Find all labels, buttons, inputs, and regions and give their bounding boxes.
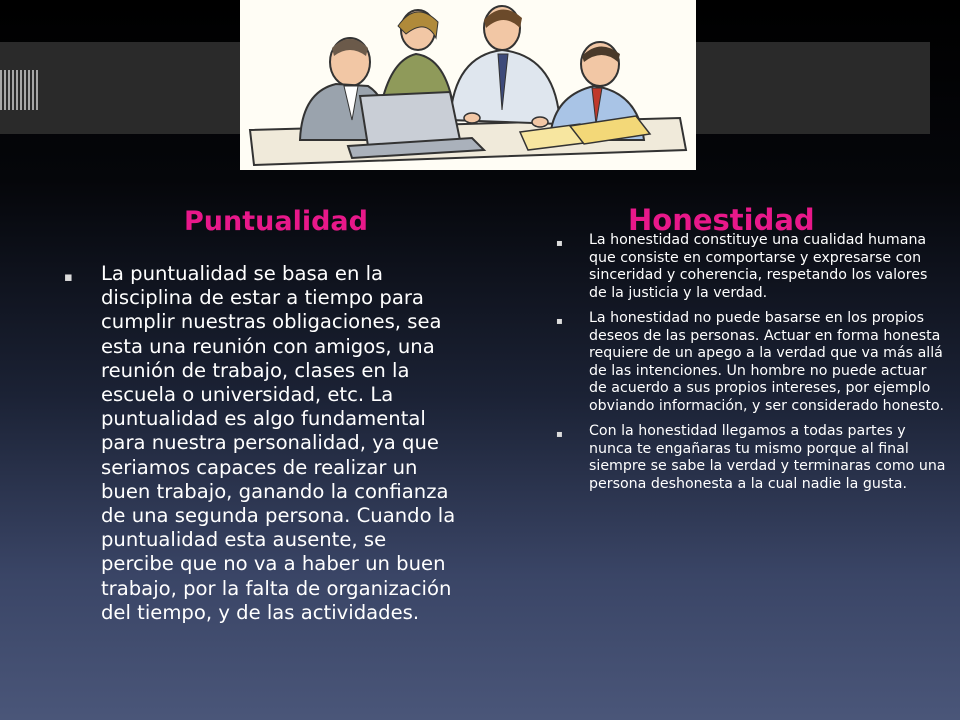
square-bullet-icon: ▪ — [556, 429, 563, 440]
puntualidad-heading: Puntualidad — [184, 206, 368, 237]
puntualidad-paragraph: La puntualidad se basa en la disciplina de estar a tiempo para cumplir nuestras obligaciones, sea esta una reunión con amigos, una reunión de trabajo, clases en la escuela o universidad, etc. La puntualidad es algo fundamental para nuestra personalidad, ya que seriamos capaces de realizar un buen trabajo, ganando la confianza de una segunda persona. Cuando la puntualidad esta ausente, se percibe que no va a haber un buen trabajo, por la falta de organización del tiempo, y de las actividades. — [101, 262, 456, 624]
honestidad-paragraph-3: Con la honestidad llegamos a todas partes y nunca te engañaras tu mismo porque al final siempre se sabe la verdad y terminaras como una persona deshonesta a la cual nadie la gusta. — [589, 423, 946, 492]
puntualidad-list — [64, 262, 464, 625]
list-item — [64, 262, 464, 625]
honestidad-paragraph-2: La honestidad no puede basarse en los propios deseos de las personas. Actuar en forma honesta requiere de un apego a la verdad que va más allá de las intenciones. Un hombre no puede actuar de acuerdo a sus propios intereses, por ejemplo obviando información, y ser considerado honesto. — [589, 310, 944, 414]
honestidad-list — [556, 232, 946, 501]
list-item — [556, 423, 946, 493]
list-item — [556, 232, 946, 302]
band-texture-mark — [0, 70, 38, 110]
list-item — [556, 310, 946, 415]
square-bullet-icon: ▪ — [556, 316, 563, 327]
square-bullet-icon: ▪ — [556, 238, 563, 249]
honestidad-heading: Honestidad — [628, 203, 815, 237]
honestidad-paragraph-1: La honestidad constituye una cualidad humana que consiste en comportarse y expresarse con sinceridad y coherencia, respetando los valores de la justicia y la verdad. — [589, 232, 928, 301]
clipart-people-around-laptop — [240, 0, 696, 170]
square-bullet-icon: ▪ — [64, 270, 73, 285]
